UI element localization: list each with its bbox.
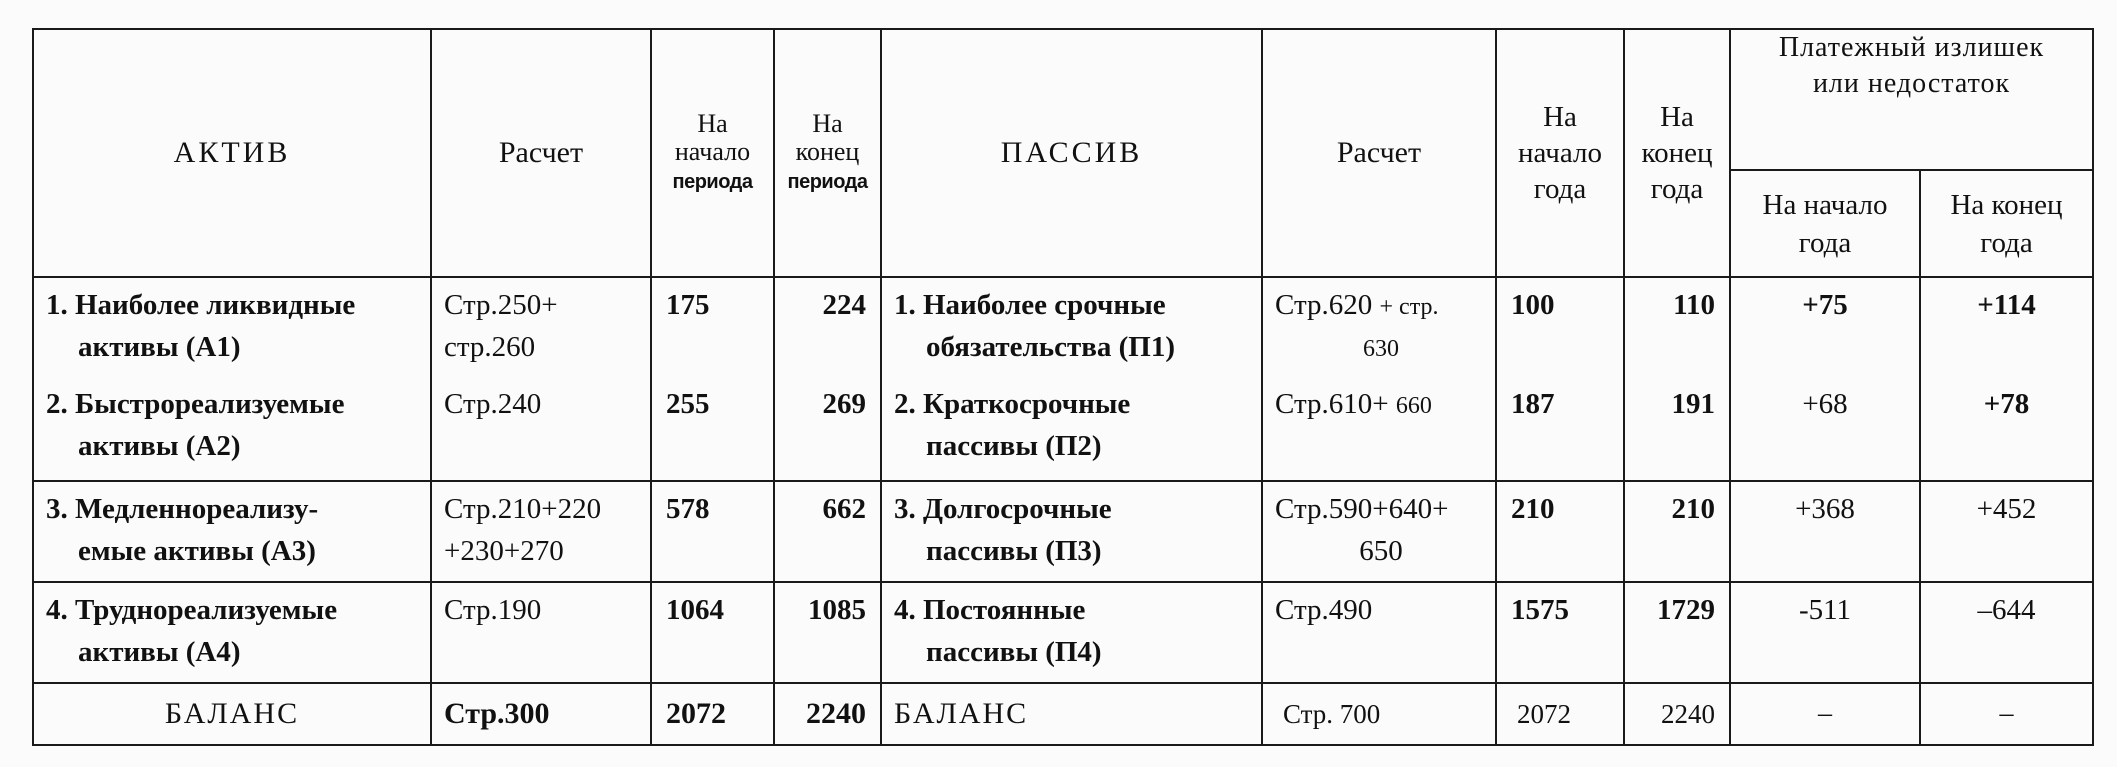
header-end-year [1624,29,1730,277]
gap-end-value: +452 [1920,481,2093,582]
liability-code: пассивы (П3) [926,535,1102,567]
liability-end-value: 210 [1624,481,1730,582]
liability-name: 2. Краткосрочные [894,388,1131,420]
asset-start-value: 578 [651,481,774,582]
header-end-period-top: На [812,109,843,138]
header-surplus-start-l1: На начало [1762,188,1888,221]
liability-calc-l1b: + стр. [1379,294,1439,320]
header-start-period-mid: начало [674,137,751,166]
liability-code: пассивы (П4) [926,636,1102,668]
liability-calc-l1b: 660 [1395,393,1432,419]
liability-end-value: 110 [1624,277,1730,377]
liability-total-end: 2240 [1624,683,1730,745]
liability-group-cell [881,277,1262,377]
asset-code: активы (А4) [78,636,241,668]
header-surplus-start-l2: года [1798,226,1852,259]
asset-end-value: 224 [774,277,881,377]
asset-start-value: 1064 [651,582,774,683]
header-start-period-top: На [697,109,728,138]
gap-start-value: +75 [1730,277,1920,377]
liability-end-value: 191 [1624,377,1730,481]
asset-calc-cell [431,582,651,683]
asset-calc-l2: стр.260 [444,331,536,363]
liability-group-cell [881,377,1262,481]
asset-start-value: 255 [651,377,774,481]
liability-calc-cell [1262,582,1496,683]
header-raschet-right: Расчет [1262,29,1496,277]
liability-calc-cell [1262,377,1496,481]
header-end-year-l1: На [1660,101,1694,133]
header-end-period [774,29,881,277]
table-row [33,277,2093,377]
asset-code: активы (А1) [78,331,241,363]
header-end-year-l3: года [1650,173,1704,205]
balance-total-row [33,683,2093,745]
asset-code: активы (А2) [78,430,241,462]
table-row [33,481,2093,582]
asset-end-value: 269 [774,377,881,481]
liability-start-value: 210 [1496,481,1624,582]
liability-calc-cell [1262,481,1496,582]
liability-end-value: 1729 [1624,582,1730,683]
asset-group-cell [33,582,431,683]
header-start-year [1496,29,1624,277]
asset-total-start: 2072 [651,683,774,745]
liability-name: 4. Постоянные [894,594,1086,626]
header-surplus-end-l1: На конец [1950,188,2063,221]
asset-calc-cell [431,277,651,377]
liability-name: 1. Наиболее срочные [894,289,1166,321]
liability-code: обязательства (П1) [926,331,1175,363]
liability-code: пассивы (П2) [926,430,1102,462]
liability-calc-l1: Стр.620 [1275,289,1373,321]
liability-start-value: 100 [1496,277,1624,377]
asset-total-calc: Стр.300 [431,683,651,745]
header-start-year-l2: начало [1518,137,1602,169]
liability-group-cell [881,481,1262,582]
header-end-year-l2: конец [1641,137,1713,169]
asset-calc-cell [431,481,651,582]
header-start-year-l3: года [1533,173,1587,205]
header-surplus-l2: или недостаток [1812,68,2011,99]
liability-start-value: 187 [1496,377,1624,481]
gap-start-value: -511 [1730,582,1920,683]
asset-name: 3. Медленнореализу- [46,493,319,525]
asset-end-value: 662 [774,481,881,582]
liability-calc-cell [1262,277,1496,377]
liability-calc-l1: Стр.610+ [1275,388,1389,420]
asset-calc-l1: Стр.240 [444,388,542,420]
header-start-period-sub: периода [672,171,753,193]
asset-calc-cell [431,377,651,481]
gap-start-value: +368 [1730,481,1920,582]
header-surplus-start [1730,170,1920,277]
header-surplus [1730,29,2093,170]
asset-total-end: 2240 [774,683,881,745]
asset-group-cell [33,481,431,582]
asset-calc-l1: Стр.250+ [444,289,558,321]
header-passiv: ПАССИВ [881,29,1262,277]
asset-group-cell [33,377,431,481]
gap-end-value: –644 [1920,582,2093,683]
liability-name: 3. Долгосрочные [894,493,1112,525]
liability-total-calc: Стр. 700 [1262,683,1496,745]
liability-total-start: 2072 [1496,683,1624,745]
header-start-year-l1: На [1543,101,1577,133]
asset-calc-l1: Стр.210+220 [444,493,602,525]
liability-calc-l1: Стр.490 [1275,594,1373,626]
asset-start-value: 175 [651,277,774,377]
liquidity-balance-table [32,28,2094,746]
gap-total-start: – [1730,683,1920,745]
header-aktiv: АКТИВ [33,29,431,277]
table-row [33,582,2093,683]
header-surplus-end-l2: года [1980,226,2033,259]
asset-total-label: БАЛАНС [33,683,431,745]
header-start-period [651,29,774,277]
header-row [33,29,2093,170]
liability-start-value: 1575 [1496,582,1624,683]
header-surplus-l1: Платежный излишек [1778,32,2045,63]
asset-code: емые активы (А3) [78,535,316,567]
liability-group-cell [881,582,1262,683]
header-end-period-mid: конец [795,137,860,166]
asset-name: 4. Труднореализуемые [46,594,338,626]
asset-calc-l2: +230+270 [444,535,564,567]
header-raschet-left: Расчет [431,29,651,277]
liability-calc-l2: 650 [1359,535,1403,567]
gap-start-value: +68 [1730,377,1920,481]
asset-end-value: 1085 [774,582,881,683]
liability-calc-l2: 630 [1363,336,1399,362]
header-surplus-end [1920,170,2093,277]
asset-name: 2. Быстрореализуемые [46,388,345,420]
gap-end-value: +114 [1920,277,2093,377]
asset-group-cell [33,277,431,377]
gap-end-value: +78 [1920,377,2093,481]
asset-name: 1. Наиболее ликвидные [46,289,356,321]
asset-calc-l1: Стр.190 [444,594,542,626]
liability-total-label: БАЛАНС [881,683,1262,745]
header-end-period-sub: периода [787,171,868,193]
table-row [33,377,2093,481]
liability-calc-l1: Стр.590+640+ [1275,493,1449,525]
gap-total-end: – [1920,683,2093,745]
